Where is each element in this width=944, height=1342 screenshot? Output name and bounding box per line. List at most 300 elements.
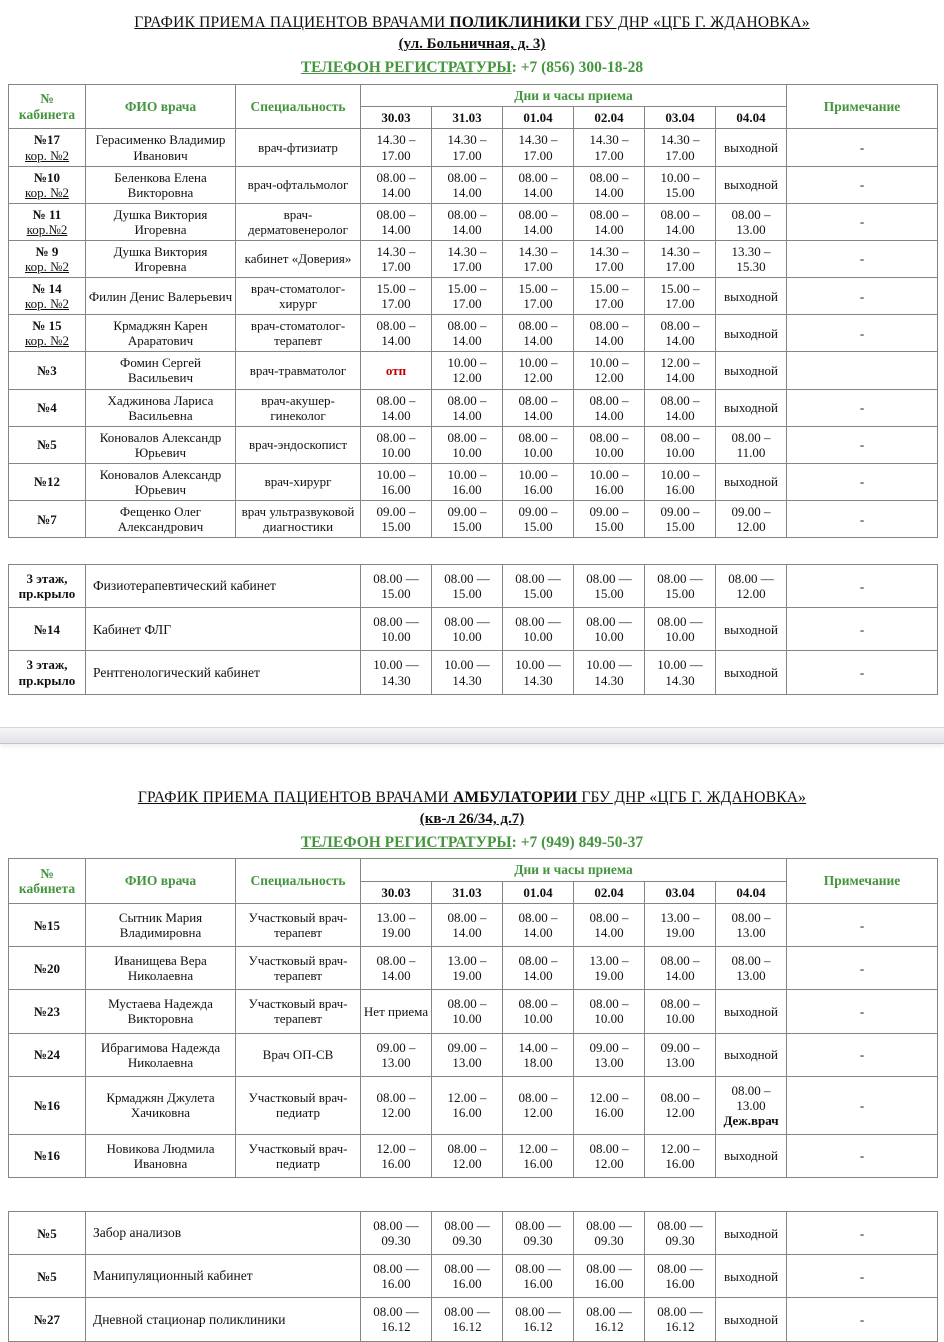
time-cell: 15.00 – 17.00 (432, 278, 503, 315)
col-header-date: 01.04 (503, 881, 574, 903)
cabinet-cell (9, 240, 86, 277)
doctor-name-cell: Сытник Мария Владимировна (86, 904, 236, 947)
title-bold-word: ПОЛИКЛИНИКИ (449, 14, 581, 31)
time-cell: 08.00 — 16.12 (432, 1298, 503, 1341)
time-cell: 08.00 – 13.00 (716, 203, 787, 240)
table-row (9, 1255, 938, 1298)
room-label-cell: Физиотерапевтический кабинет (86, 565, 361, 608)
doctor-name-cell: Фомин Сергей Васильевич (86, 352, 236, 389)
col-header-doctor-name: ФИО врача (86, 859, 236, 904)
room-label-cell: Забор анализов (86, 1212, 361, 1255)
table-header-row (9, 84, 938, 107)
section-2-title (0, 788, 944, 808)
time-cell: 08.00 – 14.00 (361, 389, 432, 426)
note-cell: - (787, 1076, 938, 1134)
page-divider (0, 727, 944, 744)
time-cell: 08.00 – 14.00 (503, 389, 574, 426)
time-cell: 09.00 – 15.00 (432, 501, 503, 538)
time-cell: 09.00 – 13.00 (574, 1033, 645, 1076)
time-cell: 08.00 — 16.00 (432, 1255, 503, 1298)
time-cell: 08.00 — 16.00 (574, 1255, 645, 1298)
doctor-name-cell: Душка Виктория Игоревна (86, 203, 236, 240)
time-cell: 13.00 – 19.00 (432, 947, 503, 990)
table-row (9, 501, 938, 538)
note-cell: - (787, 389, 938, 426)
time-cell: 08.00 — 10.00 (645, 608, 716, 651)
col-header-date: 30.03 (361, 881, 432, 903)
cell-line: №27 (33, 1311, 61, 1327)
time-cell: 14.00 – 18.00 (503, 1033, 574, 1076)
time-cell: 08.00 – 10.00 (432, 426, 503, 463)
cell-line: кор. №2 (24, 147, 70, 163)
time-cell: 08.00 – 14.00 (645, 389, 716, 426)
time-cell: 15.00 – 17.00 (361, 278, 432, 315)
time-cell: 08.00 – 10.00 (645, 426, 716, 463)
time-cell: выходной (716, 990, 787, 1033)
col-header-note: Примечание (787, 859, 938, 904)
time-cell: 09.00 – 12.00 (716, 501, 787, 538)
time-cell: выходной (716, 352, 787, 389)
time-cell: 09.00 – 13.00 (361, 1033, 432, 1076)
specialty-cell: врач-стоматолог-терапевт (236, 315, 361, 352)
time-cell: 08.00 — 10.00 (574, 608, 645, 651)
time-cell: выходной (716, 1298, 787, 1341)
cell-line: отп (385, 362, 407, 378)
time-cell: 14.30 – 17.00 (432, 240, 503, 277)
table-row (9, 947, 938, 990)
title-prefix: ГРАФИК ПРИЕМА ПАЦИЕНТОВ ВРАЧАМИ (134, 14, 450, 31)
doctor-name-cell: Мустаева Надежда Викторовна (86, 990, 236, 1033)
room-label-cell: Рентгенологический кабинет (86, 651, 361, 694)
time-cell: 08.00 — 15.00 (432, 565, 503, 608)
cell-line: кор. №2 (24, 333, 70, 349)
doctor-name-cell: Филин Денис Валерьевич (86, 278, 236, 315)
col-header-cabinet: № кабинета (9, 859, 86, 904)
extra-table-ambulatory (8, 1211, 938, 1341)
time-cell: 08.00 – 14.00 (432, 904, 503, 947)
note-cell (787, 352, 938, 389)
time-cell: 12.00 – 16.00 (574, 1076, 645, 1134)
time-cell: выходной (716, 1033, 787, 1076)
cabinet-cell (9, 166, 86, 203)
section-1-title (0, 13, 944, 33)
table-row (9, 352, 938, 389)
note-cell: - (787, 315, 938, 352)
table-row (9, 608, 938, 651)
time-cell: 10.00 – 16.00 (574, 463, 645, 500)
time-cell: 08.00 – 14.00 (574, 203, 645, 240)
note-cell: - (787, 1134, 938, 1177)
time-cell: 08.00 – 10.00 (574, 990, 645, 1033)
table-row (9, 315, 938, 352)
time-cell: Нет приема (361, 990, 432, 1033)
cell-line: 3 этаж, (26, 657, 68, 673)
schedule-table-ambulatory (8, 858, 938, 1178)
cell-line: №4 (37, 400, 57, 416)
time-cell: 08.00 – 10.00 (503, 426, 574, 463)
cell-line: кор. №2 (24, 184, 70, 200)
specialty-cell: врач-хирург (236, 463, 361, 500)
cell-line: №23 (33, 1003, 61, 1019)
col-header-specialty: Специальность (236, 84, 361, 129)
note-cell: - (787, 426, 938, 463)
schedule-table-polyclinic (8, 84, 938, 538)
table-row (9, 129, 938, 166)
time-cell: 08.00 – 14.00 (361, 166, 432, 203)
time-cell: 10.00 — 14.30 (361, 651, 432, 694)
time-cell: выходной (716, 129, 787, 166)
time-cell: 14.30 – 17.00 (574, 240, 645, 277)
time-cell: 08.00 – 14.00 (361, 947, 432, 990)
room-label-cell: Манипуляционный кабинет (86, 1255, 361, 1298)
cell-line: пр.крыло (18, 672, 76, 688)
section-2-phone (0, 833, 944, 853)
specialty-cell: Врач ОП-СВ (236, 1033, 361, 1076)
doctor-name-cell: Крмаджян Джулета Хачиковна (86, 1076, 236, 1134)
cabinet-cell (9, 315, 86, 352)
cell-line: № 9 (35, 243, 59, 259)
cell-line: №5 (37, 1268, 57, 1284)
time-cell: 10.00 – 16.00 (645, 463, 716, 500)
time-cell: 09.00 – 13.00 (432, 1033, 503, 1076)
time-cell: 12.00 – 16.00 (432, 1076, 503, 1134)
time-cell: 08.00 – 10.00 (361, 426, 432, 463)
time-cell: 15.00 – 17.00 (503, 278, 574, 315)
time-cell: 08.00 — 16.12 (361, 1298, 432, 1341)
time-cell: 14.30 – 17.00 (574, 129, 645, 166)
col-header-date: 03.04 (645, 107, 716, 129)
doctor-name-cell: Хаджинова Лариса Васильевна (86, 389, 236, 426)
room-label-cell: Кабинет ФЛГ (86, 608, 361, 651)
time-cell: 08.00 – 14.00 (503, 203, 574, 240)
cell-line: №20 (33, 960, 61, 976)
table-row (9, 463, 938, 500)
time-cell: 08.00 – 14.00 (503, 315, 574, 352)
time-cell: выходной (716, 278, 787, 315)
phone-label: ТЕЛЕФОН РЕГИСТРАТУРЫ (300, 833, 512, 851)
title-bold-word: АМБУЛАТОРИИ (453, 788, 578, 806)
specialty-cell: Участковый врач-терапевт (236, 904, 361, 947)
time-cell: 08.00 – 14.00 (503, 904, 574, 947)
note-cell: - (787, 1033, 938, 1076)
cabinet-cell (9, 565, 86, 608)
time-cell: 08.00 – 14.00 (432, 389, 503, 426)
cell-line: №16 (33, 1097, 61, 1113)
cell-line: № 11 (32, 206, 62, 222)
table-row (9, 1076, 938, 1134)
time-cell: 08.00 — 16.12 (574, 1298, 645, 1341)
cabinet-cell (9, 1134, 86, 1177)
time-cell: 08.00 — 09.30 (361, 1212, 432, 1255)
room-label-cell: Дневной стационар поликлиники (86, 1298, 361, 1341)
specialty-cell: врач-стоматолог-хирург (236, 278, 361, 315)
col-header-date: 03.04 (645, 881, 716, 903)
phone-number: : +7 (949) 849-50-37 (511, 833, 644, 851)
time-cell: 08.00 – 11.00 (716, 426, 787, 463)
note-cell: - (787, 240, 938, 277)
time-cell: 10.00 – 16.00 (432, 463, 503, 500)
cabinet-cell (9, 1076, 86, 1134)
col-header-date: 31.03 (432, 881, 503, 903)
time-cell: 08.00 – 14.00 (574, 389, 645, 426)
cell-line: №17 (33, 132, 61, 148)
time-cell: 12.00 – 14.00 (645, 352, 716, 389)
time-cell: 10.00 — 14.30 (574, 651, 645, 694)
note-cell: - (787, 651, 938, 694)
note-cell: - (787, 608, 938, 651)
time-cell: выходной (716, 651, 787, 694)
doctor-name-cell: Душка Виктория Игоревна (86, 240, 236, 277)
time-cell: выходной (716, 315, 787, 352)
section-2-address: (кв-л 26/34, д.7) (419, 811, 525, 828)
time-cell: 08.00 – 14.00 (432, 315, 503, 352)
cell-line: №3 (37, 362, 57, 378)
time-cell: 08.00 – 12.00 (432, 1134, 503, 1177)
time-cell: 08.00 – 12.00 (503, 1076, 574, 1134)
time-cell: 08.00 — 09.30 (645, 1212, 716, 1255)
cell-line: №15 (33, 917, 61, 933)
time-cell: 10.00 – 15.00 (645, 166, 716, 203)
cabinet-cell (9, 1212, 86, 1255)
specialty-cell: кабинет «Доверия» (236, 240, 361, 277)
doctor-name-cell: Иванищева Вера Николаевна (86, 947, 236, 990)
time-cell: 08.00 — 09.30 (574, 1212, 645, 1255)
cabinet-cell (9, 1033, 86, 1076)
time-cell: 08.00 — 16.00 (361, 1255, 432, 1298)
table-row (9, 904, 938, 947)
table-row (9, 203, 938, 240)
time-cell: 08.00 – 14.00 (432, 203, 503, 240)
table-row (9, 1212, 938, 1255)
section-1-address: (ул. Больничная, д. 3) (398, 36, 546, 53)
note-cell: - (787, 129, 938, 166)
cabinet-cell (9, 278, 86, 315)
time-cell: 08.00 — 15.00 (574, 565, 645, 608)
note-cell: - (787, 501, 938, 538)
title-prefix: ГРАФИК ПРИЕМА ПАЦИЕНТОВ ВРАЧАМИ (137, 788, 454, 806)
time-cell: выходной (716, 1212, 787, 1255)
phone-label: ТЕЛЕФОН РЕГИСТРАТУРЫ (300, 59, 512, 77)
time-cell: 08.00 — 12.00 (716, 565, 787, 608)
time-cell: 08.00 – 12.00 (361, 1076, 432, 1134)
doctor-name-cell: Крмаджян Карен Араратович (86, 315, 236, 352)
doctor-name-cell: Коновалов Александр Юрьевич (86, 426, 236, 463)
col-header-doctor-name: ФИО врача (86, 84, 236, 129)
title-suffix: ГБУ ДНР «ЦГБ Г. ЖДАНОВКА» (577, 788, 807, 806)
note-cell: - (787, 463, 938, 500)
time-cell: 14.30 – 17.00 (503, 129, 574, 166)
time-cell: 08.00 – 14.00 (645, 315, 716, 352)
time-cell: 08.00 – 10.00 (432, 990, 503, 1033)
specialty-cell: Участковый врач-терапевт (236, 947, 361, 990)
specialty-cell: врач-акушер-гинеколог (236, 389, 361, 426)
time-cell: 08.00 – 10.00 (574, 426, 645, 463)
time-cell: 08.00 — 10.00 (432, 608, 503, 651)
time-cell (361, 352, 432, 389)
table-row (9, 651, 938, 694)
specialty-cell: врач-фтизиатр (236, 129, 361, 166)
table-row (9, 1298, 938, 1341)
cabinet-cell (9, 426, 86, 463)
col-header-days: Дни и часы приема (361, 859, 787, 882)
time-cell: 09.00 – 13.00 (645, 1033, 716, 1076)
doctor-name-cell: Новикова Людмила Ивановна (86, 1134, 236, 1177)
time-cell: 15.00 – 17.00 (645, 278, 716, 315)
table-row (9, 166, 938, 203)
note-cell: - (787, 203, 938, 240)
col-header-date: 02.04 (574, 881, 645, 903)
time-cell: 09.00 – 15.00 (574, 501, 645, 538)
col-header-date: 04.04 (716, 881, 787, 903)
cabinet-cell (9, 203, 86, 240)
note-cell: - (787, 1212, 938, 1255)
cell-line: кор. №2 (24, 296, 70, 312)
time-cell: 10.00 — 14.30 (432, 651, 503, 694)
cell-line: №12 (33, 474, 61, 490)
time-cell: выходной (716, 1134, 787, 1177)
cabinet-cell (9, 990, 86, 1033)
cell-line: кор. №2 (24, 258, 70, 274)
cabinet-cell (9, 352, 86, 389)
time-cell: 08.00 – 14.00 (503, 166, 574, 203)
table-row (9, 240, 938, 277)
time-cell: 08.00 – 10.00 (645, 990, 716, 1033)
cell-line: №14 (33, 621, 61, 637)
doctor-name-cell: Ибрагимова Надежда Николаевна (86, 1033, 236, 1076)
section-1-header (0, 13, 944, 79)
specialty-cell: врач-дерматовенеролог (236, 203, 361, 240)
time-cell: 08.00 — 15.00 (361, 565, 432, 608)
specialty-cell: Участковый врач-терапевт (236, 990, 361, 1033)
time-cell: 09.00 – 15.00 (361, 501, 432, 538)
time-cell: 10.00 — 14.30 (503, 651, 574, 694)
time-cell: 10.00 – 12.00 (503, 352, 574, 389)
note-cell: - (787, 166, 938, 203)
specialty-cell: врач ультразвуковой диагностики (236, 501, 361, 538)
time-cell: 12.00 – 16.00 (503, 1134, 574, 1177)
section-1-phone (0, 58, 944, 78)
cabinet-cell (9, 389, 86, 426)
table-row (9, 426, 938, 463)
cell-line: № 14 (32, 281, 62, 297)
table-row (9, 1134, 938, 1177)
time-cell: 08.00 – 13.00 (716, 947, 787, 990)
cell-line: №5 (37, 1225, 57, 1241)
time-cell: 08.00 – 14.00 (432, 166, 503, 203)
col-header-date: 01.04 (503, 107, 574, 129)
extra-table-polyclinic (8, 564, 938, 694)
time-cell: 08.00 – 12.00 (645, 1076, 716, 1134)
cell-line: № 15 (32, 318, 62, 334)
cabinet-cell (9, 1298, 86, 1341)
time-cell (716, 1076, 787, 1134)
time-cell: 08.00 — 09.30 (432, 1212, 503, 1255)
specialty-cell: Участковый врач-педиатр (236, 1076, 361, 1134)
time-cell: 08.00 – 10.00 (503, 990, 574, 1033)
note-cell: - (787, 904, 938, 947)
cabinet-cell (9, 501, 86, 538)
cabinet-cell (9, 463, 86, 500)
time-cell: 14.30 – 17.00 (645, 240, 716, 277)
doctor-name-cell: Беленкова Елена Викторовна (86, 166, 236, 203)
col-header-date: 02.04 (574, 107, 645, 129)
col-header-note: Примечание (787, 84, 938, 129)
time-cell: 08.00 — 16.12 (645, 1298, 716, 1341)
phone-number: : +7 (856) 300-18-28 (511, 59, 644, 77)
table-header-row (9, 859, 938, 882)
doctor-name-cell: Коновалов Александр Юрьевич (86, 463, 236, 500)
time-cell: выходной (716, 608, 787, 651)
time-cell: 08.00 – 14.00 (645, 203, 716, 240)
time-cell: выходной (716, 1255, 787, 1298)
time-cell: выходной (716, 463, 787, 500)
cell-line: 3 этаж, (26, 571, 68, 587)
cell-line: кор.№2 (26, 221, 68, 237)
time-cell: 08.00 – 13.00 (716, 904, 787, 947)
cabinet-cell (9, 651, 86, 694)
time-cell: 13.00 – 19.00 (645, 904, 716, 947)
cell-line: №7 (37, 511, 57, 527)
time-cell: 13.00 – 19.00 (361, 904, 432, 947)
col-header-date: 30.03 (361, 107, 432, 129)
time-cell: 08.00 – 14.00 (503, 947, 574, 990)
time-cell: выходной (716, 389, 787, 426)
time-cell: 08.00 — 16.00 (503, 1255, 574, 1298)
time-cell: 10.00 – 12.00 (574, 352, 645, 389)
note-cell: - (787, 565, 938, 608)
col-header-specialty: Специальность (236, 859, 361, 904)
time-cell: 09.00 – 15.00 (503, 501, 574, 538)
title-suffix: ГБУ ДНР «ЦГБ Г. ЖДАНОВКА» (580, 14, 810, 31)
note-cell: - (787, 278, 938, 315)
col-header-cabinet: № кабинета (9, 84, 86, 129)
time-cell: 10.00 — 14.30 (645, 651, 716, 694)
time-cell: 15.00 – 17.00 (574, 278, 645, 315)
time-cell: 08.00 — 15.00 (503, 565, 574, 608)
cabinet-cell (9, 947, 86, 990)
time-cell: 08.00 — 09.30 (503, 1212, 574, 1255)
time-cell: 14.30 – 17.00 (645, 129, 716, 166)
time-cell: 09.00 – 15.00 (645, 501, 716, 538)
cabinet-cell (9, 608, 86, 651)
specialty-cell: Участковый врач-педиатр (236, 1134, 361, 1177)
doctor-name-cell: Герасименко Владимир Иванович (86, 129, 236, 166)
time-cell: 08.00 – 14.00 (574, 166, 645, 203)
cabinet-cell (9, 904, 86, 947)
note-cell: - (787, 1298, 938, 1341)
table-row (9, 990, 938, 1033)
table-row (9, 565, 938, 608)
time-cell: 10.00 – 12.00 (432, 352, 503, 389)
time-cell: 14.30 – 17.00 (361, 129, 432, 166)
time-cell: 08.00 – 14.00 (574, 904, 645, 947)
cabinet-cell (9, 1255, 86, 1298)
col-header-date: 31.03 (432, 107, 503, 129)
time-cell: 13.30 – 15.30 (716, 240, 787, 277)
time-cell: 08.00 – 14.00 (361, 203, 432, 240)
table-row (9, 1033, 938, 1076)
time-cell: 14.30 – 17.00 (503, 240, 574, 277)
cell-line: №16 (33, 1148, 61, 1164)
cell-line: №5 (37, 437, 57, 453)
time-cell: 12.00 – 16.00 (645, 1134, 716, 1177)
time-cell: 08.00 – 14.00 (361, 315, 432, 352)
time-cell: выходной (716, 166, 787, 203)
time-cell: 10.00 – 16.00 (503, 463, 574, 500)
cell-line: 08.00 – 13.00 (731, 1082, 771, 1113)
time-cell: 08.00 — 10.00 (503, 608, 574, 651)
time-cell: 08.00 — 16.12 (503, 1298, 574, 1341)
